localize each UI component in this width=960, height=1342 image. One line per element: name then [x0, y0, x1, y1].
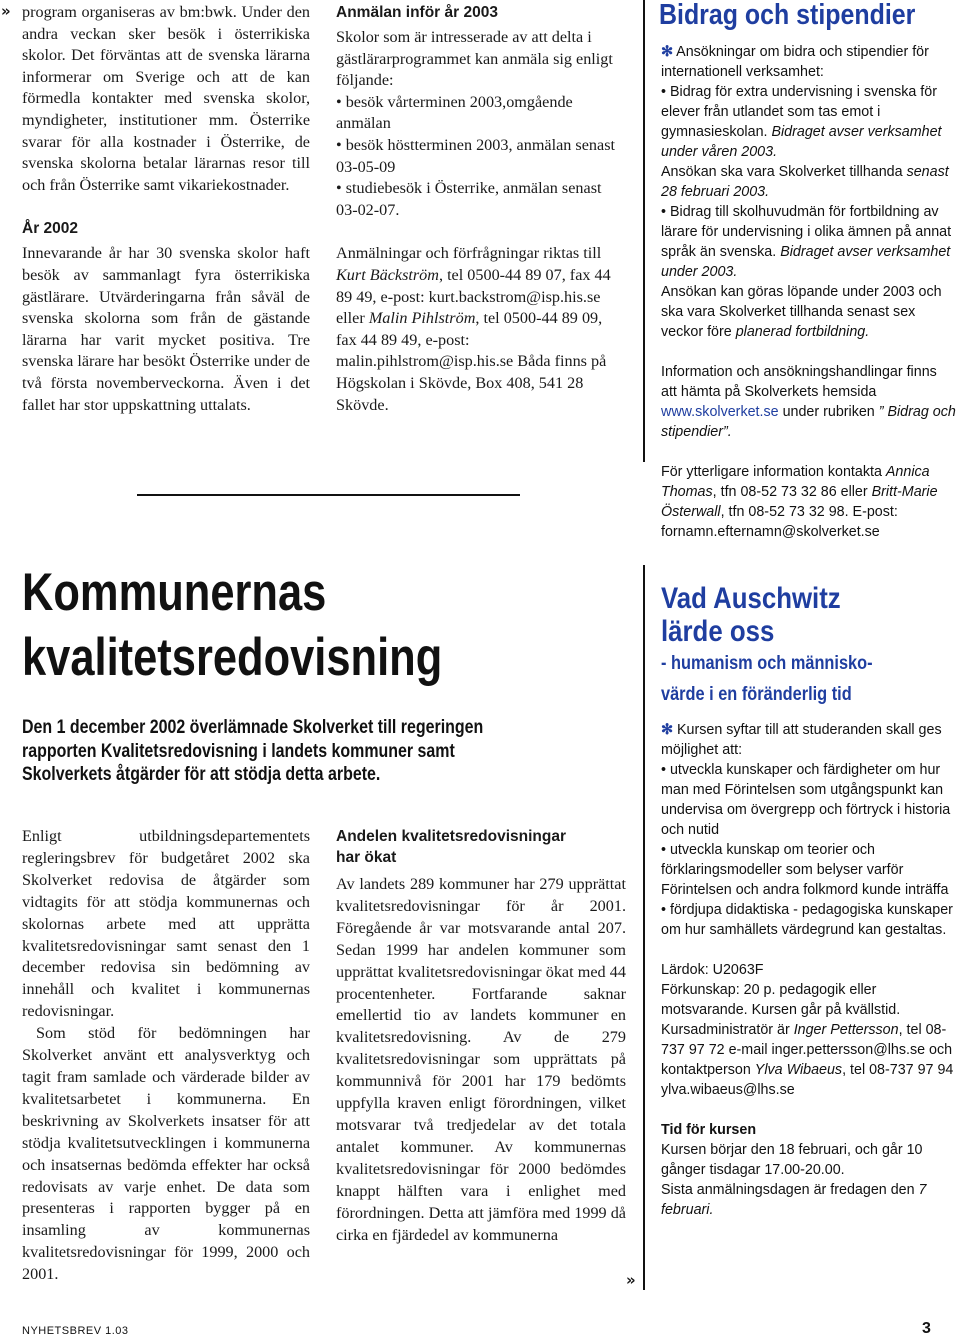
list-item: • utveckla kunskaper och färdigheter om hur man med Förintelsen som utgångspunkt kan undervisa om övergrepp och förtryck i historia och nutid: [661, 762, 951, 838]
paragraph: Lärdok: U2063F: [661, 962, 764, 978]
paragraph: För ytterligare information kontakta Annica Thomas, tfn 08-52 73 32 86 eller Britt-Marie Österwall, tfn 08-52 73 32 98. E-post: fornamn.efternamn@skolverket.se: [661, 464, 938, 540]
paragraph: Ansökan ska vara Skolverket tillhanda senast 28 februari 2003.: [661, 164, 949, 200]
article-ingress: Den 1 december 2002 överlämnade Skolverket till regeringen rapporten Kvalitetsredovisning i landets kommuner samt Skolverkets åtgärder för att stödja detta arbete.: [22, 717, 484, 785]
paragraph: Information och ansökningshandlingar finns att hämta på Skolverkets hemsida www.skolverket.se under rubriken ” Bidrag och stipendier”.: [661, 364, 956, 440]
section-divider: [137, 494, 520, 496]
sidebar-bidrag: [661, 0, 956, 542]
paragraph: Som stöd för bedömningen har Skolverket använt ett analysverktyg och tagit fram samlade och värderade bilder av kvalitetsarbetet i kommunerna. En beskrivning av Skolverkets insatser för att stödja kvalitetsutvecklingen i kommunerna och insatsernas bedömda effekter har också redovisats av varje enhet. De data som presenteras i rapporten bygger på en insamling av kommunernas kvalitetsredovisningar för 1999, 2000 och 2001.: [22, 1024, 310, 1284]
sidebar-course: [661, 582, 956, 1220]
course-subtitle: värde i en föränderlig tid: [661, 684, 852, 705]
list-item: • fördjupa didaktiska - pedagogiska kunskaper om hur samhällets värdegrund kan gestaltas.: [661, 902, 953, 938]
list-item: • utveckla kunskap om teorier och förklaringsmodeller som belyser varför Förintelsen och andra folkmord kunde inträffa: [661, 842, 949, 898]
paragraph: ✻ Kursen syftar till att studeranden skall ges möjlighet att:: [661, 722, 942, 758]
column-2-bottom: [336, 826, 626, 1246]
column-divider: [643, 565, 645, 1290]
paragraph: Skolor som är intresserade av att delta i gästlärarprogrammet kan anmäla sig enligt följande:: [336, 28, 613, 90]
contact-name: Britt-Marie Österwall: [661, 484, 938, 520]
column-2-top: [336, 2, 626, 416]
paragraph: Enligt utbildningsdepartementets regleringsbrev för budgetåret 2002 ska Skolverket redovisa de åtgärder som vidtagits för att stödja kommunernas och skolornas arbete med att upprätta kvalitetsredovisningar samt senast den 1 december redovisa sin bedömning av innehåll och kvalitet i kommunernas redovisningar.: [22, 827, 310, 1021]
contact-name: Kurt Bäckström: [336, 265, 439, 284]
paragraph: ✻ Ansökningar om bidra och stipendier för internationell verksamhet:: [661, 44, 929, 80]
course-title: lärde oss: [661, 615, 775, 648]
column-divider: [643, 0, 645, 462]
column-1-top: [22, 2, 310, 416]
contact-name: Annica Thomas: [661, 464, 930, 500]
list-item: • Bidrag till skolhuvudmän för fortbildning av lärare för undervisning i olika ämnen på annat språk än svenska. Bidraget avser verksamhet under 2003.: [661, 204, 952, 280]
section-heading: Anmälan inför år 2003: [336, 4, 498, 21]
continued-icon: »: [626, 1271, 636, 1289]
contact-paragraph: Anmälningar och förfrågningar riktas till Kurt Bäckström, tel 0500-44 89 07, fax 44 89 49, e-post: kurt.backstrom@isp.his.se eller Malin Pihlström, tel 0500-44 89 09, fax 44 89 49, e-post: malin.pihlstrom@isp.his.se Båda finns på Högskolan i Skövde, Box 408, 541 28 Skövde.: [336, 244, 611, 414]
course-subtitle: - humanism och människo-: [661, 653, 873, 674]
contact-name: Malin Pihlström: [368, 309, 476, 328]
paragraph: Av landets 289 kommuner har 279 upprättat kvalitetsredovisningar för år 2001. Föregående år var motsvarande antal 207. Sedan 1999 har andelen kommuner som upprättat kvalitetsredovisningar ökat med 44 procentenheter. Fortfarande saknar emellertid tio av landets kommuner en kvalitetsredovisning. Av de 279 kvalitetsredovisningar som upprättats på kommunnivå för 2001 har 179 bedömts uppfylla kraven enligt förordningen, vilket motsvarar två tredjedelar av det totala antalet kommuner. Av kommunernas kvalitetsredovisningar för 2000 bedömdes knappt hälften vara i enlighet med förordningen. Detta att jämföra med 1999 då cirka en fjärdedel av kommunerna: [336, 875, 626, 1244]
headline-line: Kommunernas: [22, 563, 327, 622]
section-heading: År 2002: [22, 220, 79, 238]
continued-from-icon: »: [1, 2, 11, 20]
paragraph: Förkunskap: 20 p. pedagogik eller motsvarande. Kursen går på kvällstid.: [661, 982, 901, 1018]
section-heading: Andelen kvalitetsredovisningar har ökat: [336, 828, 566, 866]
contact-name: Ylva Wibaeus: [754, 1062, 843, 1078]
asterisk-flower-icon: ✻: [661, 44, 673, 60]
article-headline: [22, 560, 530, 690]
headline-line: kvalitetsredovisning: [22, 628, 443, 687]
page-number: 3: [922, 1320, 931, 1337]
section-heading: Tid för kursen: [661, 1122, 757, 1138]
list-item: • Bidrag för extra undervisning i svenska för elever från utlandet som tas emot i gymnasieskolan. Bidraget avser verksamhet under våren 2003.: [661, 84, 942, 160]
footer-publication: NYHETSBREV 1.03: [22, 1325, 129, 1337]
paragraph: Kursadministratör är Inger Pettersson, tel 08-737 97 72 e-mail inger.pettersson@lhs.se och kontaktperson Ylva Wibaeus, tel 08-737 97 94 ylva.wibaeus@lhs.se: [661, 1022, 954, 1098]
asterisk-flower-icon: ✻: [661, 722, 673, 738]
list-item: • besök vårterminen 2003,omgående anmälan: [336, 92, 573, 133]
bullet-list: [336, 92, 626, 222]
sidebar-title: Bidrag och stipendier: [659, 0, 916, 31]
paragraph: Sista anmälningsdagen är fredagen den 7 februari.: [661, 1182, 927, 1218]
paragraph: Innevarande år har 30 svenska skolor haft besök av sammanlagt fyra österrikiska gästlärare. Utvärderingarna från såväl de svenska skolorna som från de gästande lärarna har varit mycket positiva. Tre svenska lärare har besökt Österrike under de två första novemberveckorna. Även i det fallet har stor uppskattning uttalats.: [22, 244, 310, 414]
paragraph: Kursen börjar den 18 februari, och går 10 gånger tisdagar 17.00-20.00.: [661, 1142, 923, 1178]
contact-name: Inger Pettersson: [793, 1022, 899, 1038]
paragraph: Ansökan kan göras löpande under 2003 och ska vara Skolverket tillhanda senast sex veckor före planerad fortbildning.: [661, 284, 942, 340]
column-1-bottom: [22, 826, 310, 1286]
list-item: • studiebesök i Österrike, anmälan senast 03-02-07.: [336, 179, 602, 219]
paragraph: program organiseras av bm:bwk. Under den andra veckan sker besök i österrikiska skolor. Det förväntas att de svenska lärarna informerar om Sverige och att de kan förmedla kontakter med svenska skolor, myndigheter, institutioner mm. Österrike svarar för alla kostnader i Österrike, de svenska skolorna betalar lärarnas resor till och från Österrike samt vikariekostnader.: [22, 3, 310, 194]
course-title: Vad Auschwitz: [661, 582, 841, 615]
website-link[interactable]: www.skolverket.se: [661, 404, 779, 420]
list-item: • besök höstterminen 2003, anmälan senast 03-05-09: [336, 135, 615, 176]
